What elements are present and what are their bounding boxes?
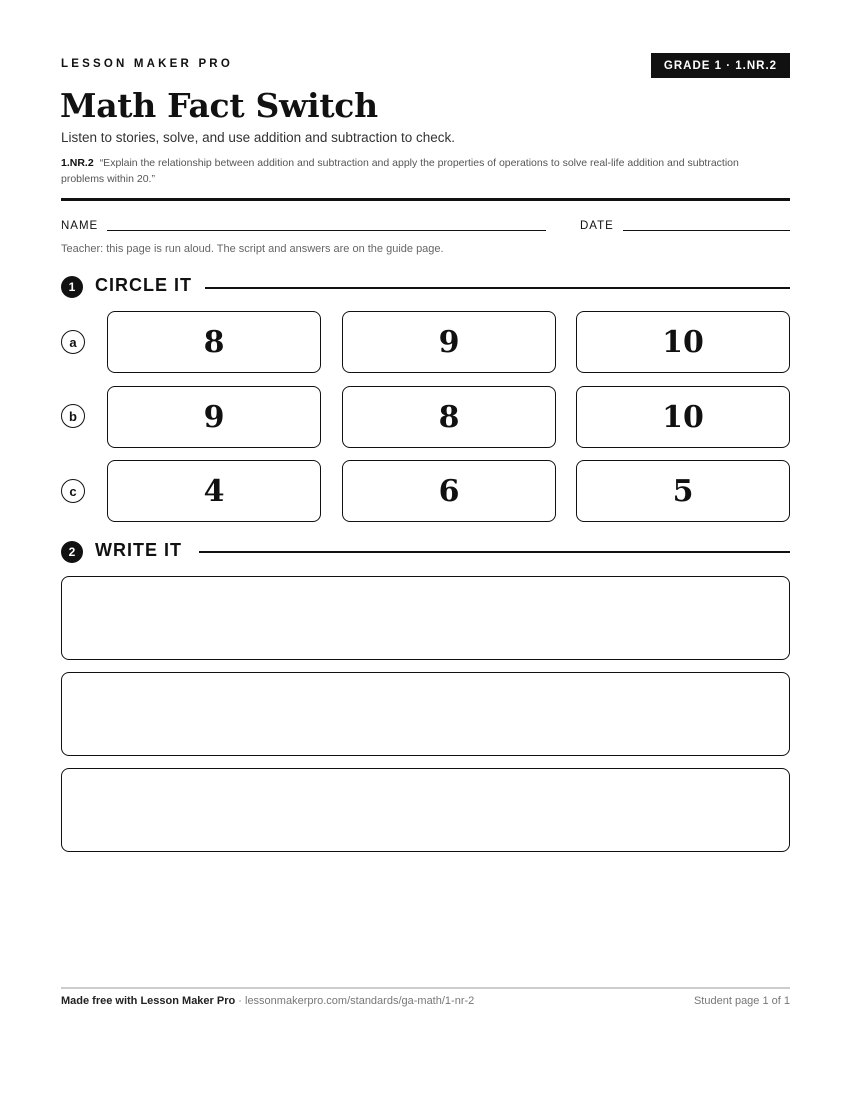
row-label-a: a (61, 330, 85, 354)
footer-url[interactable]: · lessonmakerpro.com/standards/ga-math/1-nr-2 (235, 995, 475, 1007)
footer-divider (61, 987, 790, 989)
write-box-1[interactable] (61, 576, 790, 660)
choice-box-b-3[interactable]: 10 (576, 386, 790, 448)
row-label-b: b (61, 404, 85, 428)
choice-box-c-1[interactable]: 4 (107, 460, 321, 522)
footer-made-with: Made free with Lesson Maker Pro (61, 995, 236, 1007)
choice-box-b-1[interactable]: 9 (107, 386, 321, 448)
choice-box-b-2[interactable]: 8 (342, 386, 556, 448)
choice-box-a-3[interactable]: 10 (576, 311, 790, 373)
footer-page-number: Student page 1 of 1 (693, 995, 790, 1007)
teacher-note: Teacher: this page is run aloud. The script and answers are on the guide page. (61, 243, 444, 255)
section-2-title: WRITE IT (95, 540, 182, 560)
section-2-number: 2 (61, 541, 83, 563)
row-label-c: c (61, 479, 85, 503)
standard-code: 1.NR.2 (61, 157, 94, 169)
section-1-number: 1 (61, 276, 83, 298)
write-box-2[interactable] (61, 672, 790, 756)
header-divider (61, 198, 790, 201)
write-box-3[interactable] (61, 768, 790, 852)
brand-name: LESSON MAKER PRO (61, 58, 233, 70)
choice-box-a-2[interactable]: 9 (342, 311, 556, 373)
name-label: NAME (61, 220, 99, 232)
standard-text: “Explain the relationship between addition and subtraction and apply the properties of operations to solve real-life addition and subtraction problems within 20.” (61, 157, 739, 185)
section-1-title: CIRCLE IT (95, 275, 192, 295)
page-subtitle: Listen to stories, solve, and use addition and subtraction to check. (61, 130, 455, 145)
choice-box-c-3[interactable]: 5 (576, 460, 790, 522)
name-field[interactable] (107, 230, 546, 231)
page-title: Math Fact Switch (60, 86, 378, 125)
grade-badge: GRADE 1 · 1.NR.2 (651, 53, 790, 78)
standard-description (61, 155, 761, 187)
section-1-rule (205, 287, 790, 289)
section-2-rule (199, 551, 790, 553)
choice-box-a-1[interactable]: 8 (107, 311, 321, 373)
footer-credit (61, 995, 474, 1007)
date-label: DATE (580, 220, 614, 232)
choice-box-c-2[interactable]: 6 (342, 460, 556, 522)
date-field[interactable] (623, 230, 790, 231)
